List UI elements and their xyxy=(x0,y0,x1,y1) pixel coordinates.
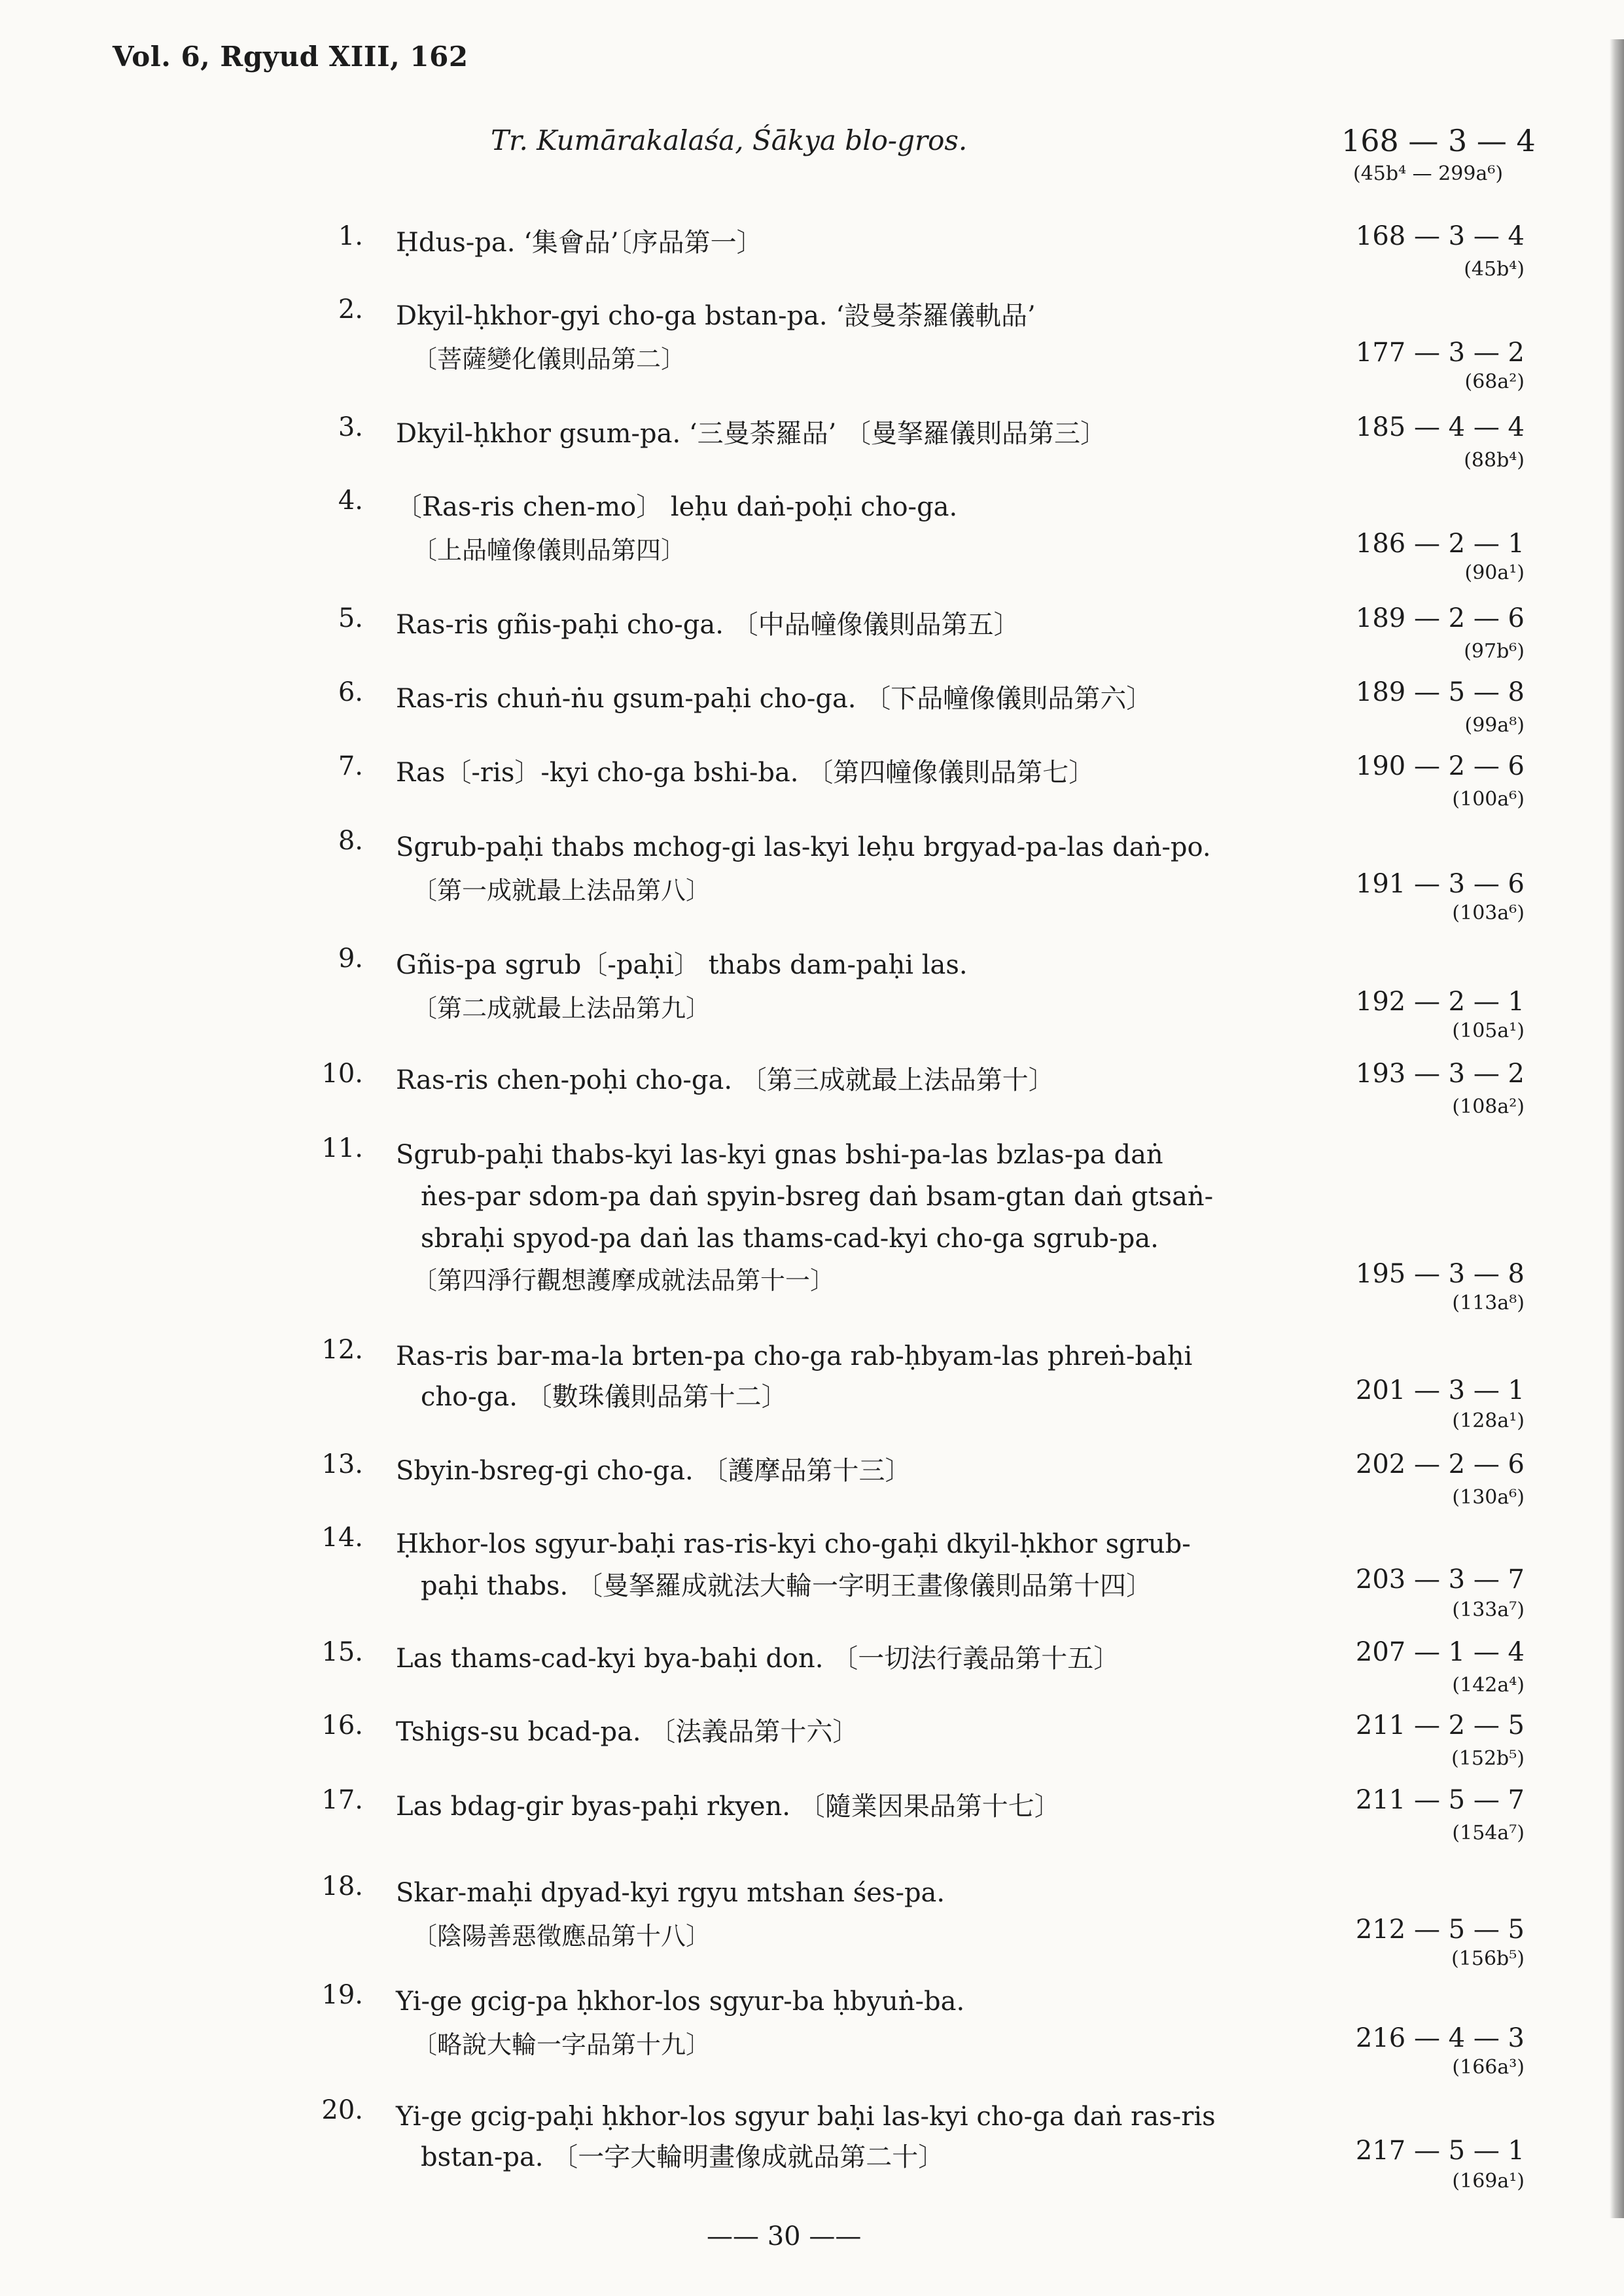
translators-line: Tr. Kumārakalaśa, Śākya blo-gros. xyxy=(491,124,968,156)
entry-reference: 189 — 5 — 8 xyxy=(1355,677,1525,707)
entry-reference: 185 — 4 — 4 xyxy=(1355,412,1525,442)
entry-title-continued: bstan-pa. 〔一字大輪明畫像成就品第二十〕 xyxy=(421,2142,945,2172)
entry-reference: 190 — 2 — 6 xyxy=(1355,751,1525,781)
entry-number: 15. xyxy=(321,1637,363,1667)
entry-number: 17. xyxy=(321,1785,363,1815)
entry-title: Sbyin-bsreg-gi cho-ga. 〔護摩品第十三〕 xyxy=(396,1456,911,1486)
entry-number: 6. xyxy=(338,677,363,707)
entry-folio: (45b⁴) xyxy=(1464,258,1525,281)
entry-folio: (99a⁸) xyxy=(1464,714,1525,737)
entry-reference: 191 — 3 — 6 xyxy=(1355,869,1525,899)
translators-reference: 168 — 3 — 4 xyxy=(1341,123,1536,158)
entry-reference: 211 — 2 — 5 xyxy=(1355,1710,1525,1740)
entry-chinese-title: 〔第四淨行觀想護摩成就法品第十一〕 xyxy=(412,1266,836,1295)
entry-title-continued: paḥi thabs. 〔曼拏羅成就法大輪一字明王畫像儀則品第十四〕 xyxy=(421,1571,1152,1601)
entry-title: Ḥdus-pa. ‘集會品’〔序品第一〕 xyxy=(396,228,763,258)
entry-title: Yi-ge gcig-paḥi ḥkhor-los sgyur baḥi las-kyi cho-ga daṅ ras-ris xyxy=(396,2102,1216,2132)
entry-chinese-title: 〔上品幢像儀則品第四〕 xyxy=(412,536,686,565)
entry-chinese-title: 〔菩薩變化儀則品第二〕 xyxy=(412,345,686,374)
entry-number: 1. xyxy=(338,221,363,251)
entry-folio: (142a⁴) xyxy=(1452,1674,1525,1697)
entry-title: Ḥkhor-los sgyur-baḥi ras-ris-kyi cho-gaḥi dkyil-ḥkhor sgrub- xyxy=(396,1529,1191,1559)
entry-folio: (130a⁶) xyxy=(1452,1486,1525,1509)
entry-number: 5. xyxy=(338,603,363,633)
entry-folio: (108a²) xyxy=(1452,1095,1525,1118)
entry-folio: (103a⁶) xyxy=(1452,902,1525,925)
entry-number: 4. xyxy=(338,486,363,516)
entry-reference: 193 — 3 — 2 xyxy=(1355,1059,1525,1089)
entry-title: 〔Ras-ris chen-mo〕 leḥu daṅ-poḥi cho-ga. xyxy=(396,492,958,522)
page-number: —— 30 —— xyxy=(707,2221,862,2252)
entry-title: Tshigs-su bcad-pa. 〔法義品第十六〕 xyxy=(396,1717,859,1747)
entry-folio: (166a³) xyxy=(1452,2056,1525,2079)
entry-folio: (133a⁷) xyxy=(1452,1598,1525,1621)
entry-reference: 207 — 1 — 4 xyxy=(1355,1637,1525,1667)
entry-title: Sgrub-paḥi thabs-kyi las-kyi gnas bshi-pa-las bzlas-pa daṅ xyxy=(396,1140,1163,1170)
entry-reference: 186 — 2 — 1 xyxy=(1355,529,1525,559)
entry-reference: 217 — 5 — 1 xyxy=(1355,2136,1525,2166)
entry-title: Dkyil-ḥkhor gsum-pa. ‘三曼荼羅品’ 〔曼拏羅儀則品第三〕 xyxy=(396,419,1107,449)
entry-title-continued: cho-ga. 〔數珠儀則品第十二〕 xyxy=(421,1382,788,1412)
entry-reference: 212 — 5 — 5 xyxy=(1355,1915,1525,1945)
entry-reference: 189 — 2 — 6 xyxy=(1355,603,1525,633)
entry-reference: 195 — 3 — 8 xyxy=(1355,1259,1525,1289)
entry-number: 2. xyxy=(338,294,363,325)
entry-title: Ras-ris chen-poḥi cho-ga. 〔第三成就最上法品第十〕 xyxy=(396,1065,1055,1095)
entry-title-continued: sbraḥi spyod-pa daṅ las thams-cad-kyi cho-ga sgrub-pa. xyxy=(421,1224,1159,1254)
entry-folio: (156b⁵) xyxy=(1451,1947,1525,1970)
entry-reference: 203 — 3 — 7 xyxy=(1355,1564,1525,1595)
entry-title: Las bdag-gir byas-paḥi rkyen. 〔隨業因果品第十七〕 xyxy=(396,1792,1061,1822)
entry-number: 12. xyxy=(321,1335,363,1365)
entry-folio: (152b⁵) xyxy=(1451,1747,1525,1770)
volume-header: Vol. 6, Rgyud XIII, 162 xyxy=(113,41,468,73)
entry-folio: (90a¹) xyxy=(1464,561,1525,584)
entry-chinese-title: 〔第二成就最上法品第九〕 xyxy=(412,994,711,1023)
entry-number: 7. xyxy=(338,751,363,781)
entry-folio: (105a¹) xyxy=(1452,1019,1525,1042)
entry-number: 20. xyxy=(321,2095,363,2125)
entry-number: 9. xyxy=(338,944,363,974)
entry-reference: 201 — 3 — 1 xyxy=(1355,1375,1525,1405)
entry-folio: (113a⁸) xyxy=(1452,1292,1525,1315)
entry-number: 16. xyxy=(321,1710,363,1740)
entry-chinese-title: 〔第一成就最上法品第八〕 xyxy=(412,876,711,905)
entry-title: Yi-ge gcig-pa ḥkhor-los sgyur-ba ḥbyuṅ-ba. xyxy=(396,1987,965,2017)
entry-number: 14. xyxy=(321,1523,363,1553)
entry-number: 10. xyxy=(321,1059,363,1089)
scan-edge-shadow xyxy=(1610,39,1624,2218)
entry-folio: (100a⁶) xyxy=(1452,788,1525,811)
entry-number: 19. xyxy=(321,1980,363,2010)
entry-reference: 192 — 2 — 1 xyxy=(1355,987,1525,1017)
entry-reference: 211 — 5 — 7 xyxy=(1355,1785,1525,1815)
entry-title-continued: ṅes-par sdom-pa daṅ spyin-bsreg daṅ bsam-gtan daṅ gtsaṅ- xyxy=(421,1182,1214,1212)
entry-number: 11. xyxy=(321,1133,363,1163)
entry-title: Skar-maḥi dpyad-kyi rgyu mtshan śes-pa. xyxy=(396,1878,945,1908)
entry-chinese-title: 〔略說大輪一字品第十九〕 xyxy=(412,2030,711,2059)
entry-title: Ras-ris gñis-paḥi cho-ga. 〔中品幢像儀則品第五〕 xyxy=(396,610,1020,640)
entry-title: Sgrub-paḥi thabs mchog-gi las-kyi leḥu brgyad-pa-las daṅ-po. xyxy=(396,832,1211,862)
entry-title: Ras-ris bar-ma-la brten-pa cho-ga rab-ḥbyam-las phreṅ-baḥi xyxy=(396,1341,1193,1371)
entry-number: 3. xyxy=(338,412,363,442)
entry-chinese-title: 〔陰陽善惡徵應品第十八〕 xyxy=(412,1922,711,1951)
entry-number: 13. xyxy=(321,1449,363,1479)
entry-number: 8. xyxy=(338,826,363,856)
entry-title: Gñis-pa sgrub〔-paḥi〕 thabs dam-paḥi las. xyxy=(396,950,968,980)
entry-folio: (128a¹) xyxy=(1452,1409,1525,1432)
entry-reference: 168 — 3 — 4 xyxy=(1355,221,1525,251)
entry-folio: (88b⁴) xyxy=(1464,449,1525,472)
entry-folio: (154a⁷) xyxy=(1452,1822,1525,1845)
translators-folio-range: (45b⁴ — 299a⁶) xyxy=(1353,162,1504,185)
entry-reference: 177 — 3 — 2 xyxy=(1355,338,1525,368)
entry-title: Dkyil-ḥkhor-gyi cho-ga bstan-pa. ‘設曼荼羅儀軌品’ xyxy=(396,301,1036,331)
entry-title: Ras〔-ris〕-kyi cho-ga bshi-ba. 〔第四幢像儀則品第七〕 xyxy=(396,758,1095,788)
entry-folio: (169a¹) xyxy=(1452,2170,1525,2193)
entry-folio: (97b⁶) xyxy=(1464,640,1525,663)
entry-number: 18. xyxy=(321,1871,363,1901)
entry-reference: 216 — 4 — 3 xyxy=(1355,2023,1525,2053)
entry-title: Ras-ris chuṅ-ṅu gsum-paḥi cho-ga. 〔下品幢像儀則品第六〕 xyxy=(396,684,1153,714)
entry-folio: (68a²) xyxy=(1464,370,1525,393)
entry-title: Las thams-cad-kyi bya-baḥi don. 〔一切法行義品第十五〕 xyxy=(396,1644,1120,1674)
entry-reference: 202 — 2 — 6 xyxy=(1355,1449,1525,1479)
